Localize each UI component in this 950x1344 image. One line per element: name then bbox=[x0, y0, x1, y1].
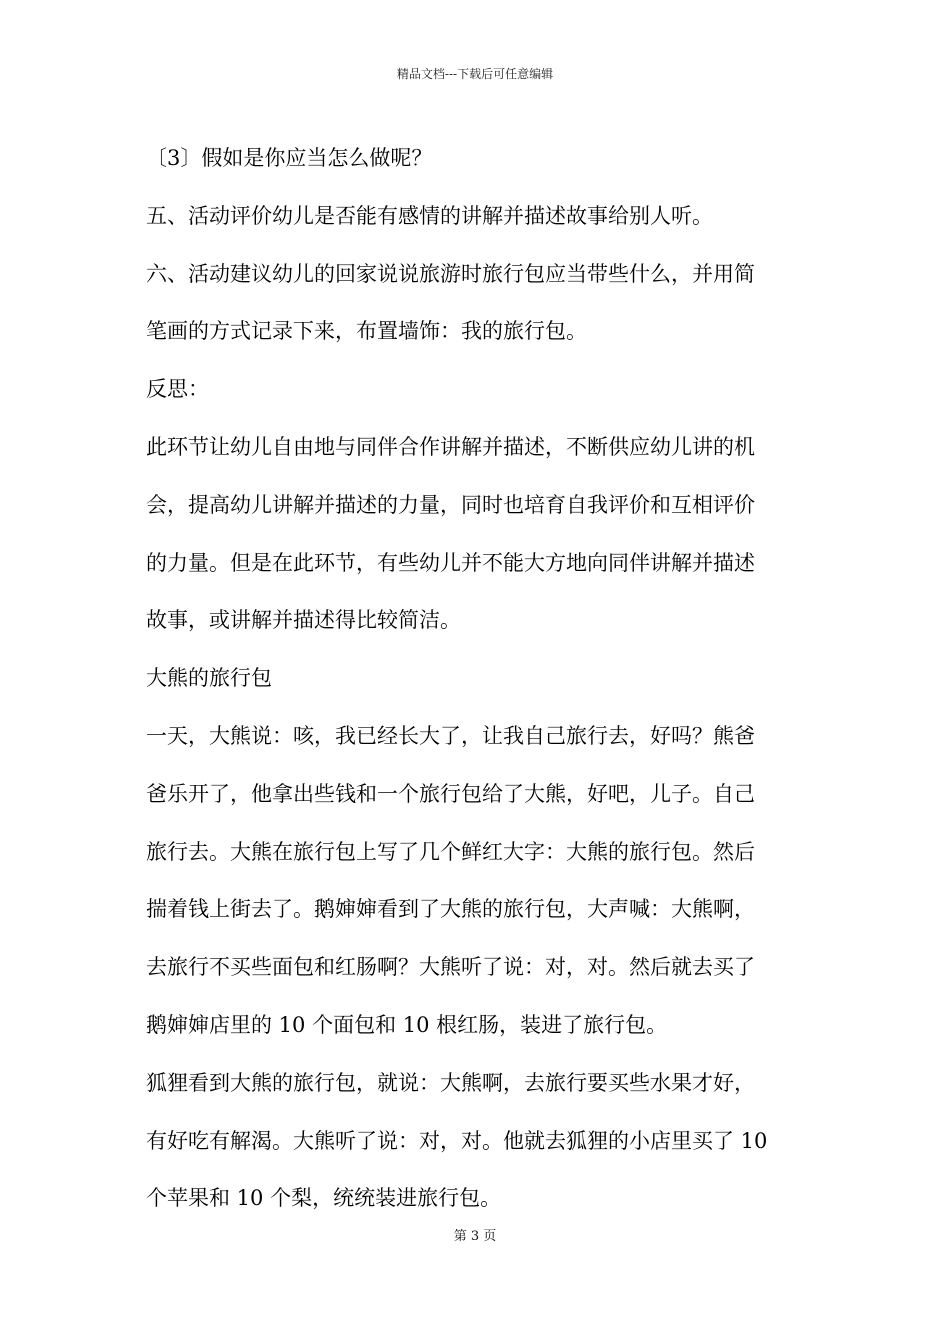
text-line: 笔画的方式记录下来，布置墙饰：我的旅行包。 bbox=[146, 319, 587, 344]
body-text bbox=[146, 130, 816, 1228]
text-line: 〔3〕假如是你应当怎么做呢？ bbox=[146, 146, 433, 170]
text-line: 爸乐开了，他拿出些钱和一个旅行包给了大熊，好吧，儿子。自己 bbox=[146, 781, 755, 806]
page-header: 精品文档---下载后可任意编辑 bbox=[396, 67, 554, 81]
text-line: 会，提高幼儿讲解并描述的力量，同时也培育自我评价和互相评价 bbox=[146, 492, 755, 517]
text-line: 揣着钱上街去了。鹅婶婶看到了大熊的旅行包，大声喊：大熊啊， bbox=[146, 897, 755, 922]
text-line: 六、活动建议幼儿的回家说说旅游时旅行包应当带些什么，并用简 bbox=[146, 261, 755, 286]
text-line: 一天，大熊说：咳，我已经长大了，让我自己旅行去，好吗？熊爸 bbox=[146, 723, 755, 748]
text-line: 故事，或讲解并描述得比较简洁。 bbox=[146, 608, 461, 633]
text-line: 去旅行不买些面包和红肠啊？大熊听了说：对，对。然后就去买了 bbox=[146, 955, 755, 980]
text-line: 个苹果和 10 个梨，统统装进旅行包。 bbox=[146, 1186, 502, 1211]
text-line: 旅行去。大熊在旅行包上写了几个鲜红大字：大熊的旅行包。然后 bbox=[146, 839, 755, 864]
text-line: 反思： bbox=[146, 377, 209, 402]
text-line: 有好吃有解渴。大熊听了说：对，对。他就去狐狸的小店里买了 10 bbox=[146, 1128, 768, 1153]
text-line: 鹅婶婶店里的 10 个面包和 10 根红肠，装进了旅行包。 bbox=[146, 1012, 668, 1037]
text-line: 五、活动评价幼儿是否能有感情的讲解并描述故事给别人听。 bbox=[146, 203, 713, 228]
text-line: 此环节让幼儿自由地与同伴合作讲解并描述，不断供应幼儿讲的机 bbox=[146, 434, 755, 459]
text-line: 的力量。但是在此环节，有些幼儿并不能大方地向同伴讲解并描述 bbox=[146, 550, 755, 575]
page-number: 第 3 页 bbox=[453, 1229, 497, 1244]
text-line: 狐狸看到大熊的旅行包，就说：大熊啊，去旅行要买些水果才好， bbox=[146, 1070, 755, 1095]
story-title: 大熊的旅行包 bbox=[146, 666, 272, 691]
